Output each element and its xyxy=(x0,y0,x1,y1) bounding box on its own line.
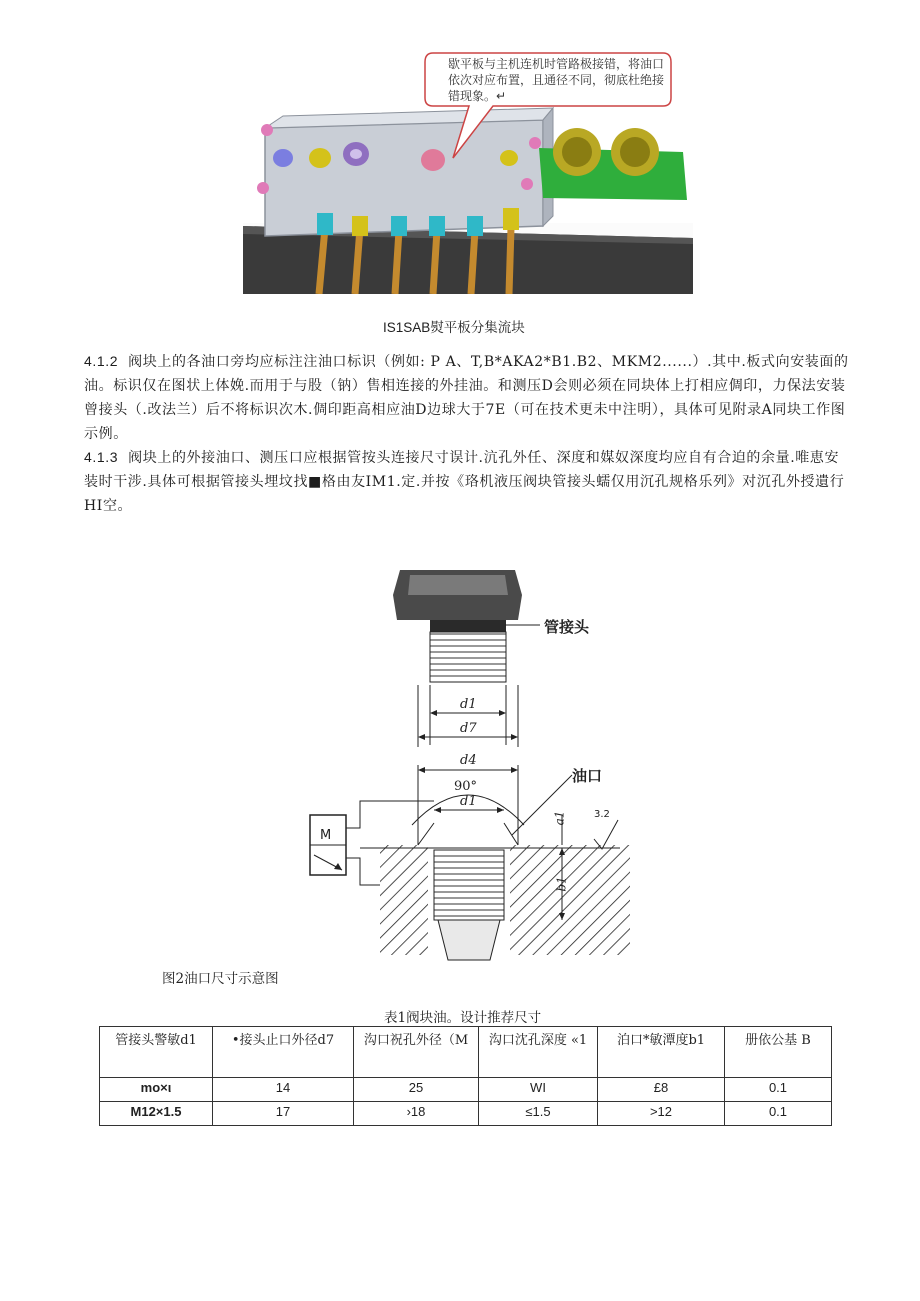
figure-1-caption: IS1SAB熨平板分集流块 xyxy=(383,320,525,335)
table-header-row xyxy=(100,1027,832,1078)
table-cell: >12 xyxy=(598,1102,725,1126)
table-cell: 25 xyxy=(354,1078,479,1102)
paragraph-4-1-3 xyxy=(84,445,850,518)
table-row xyxy=(100,1078,832,1102)
table-cell: WI xyxy=(479,1078,598,1102)
dim-a1: a1 xyxy=(552,810,567,826)
figure-2 xyxy=(300,565,630,965)
label-fitting: 管接头 xyxy=(544,618,590,636)
table-cell: 17 xyxy=(213,1102,354,1126)
table-cell: M12×1.5 xyxy=(100,1102,213,1126)
table-cell: 14 xyxy=(213,1078,354,1102)
table-cell: ≤1.5 xyxy=(479,1102,598,1126)
paragraph-text: 阀块上的各油口旁均应标注注油口标识（例如: P A、T,B*AKA2*B1.B2、MKM2......）.其中.板式向安装面的油。标识仅在图状上体娩.而用于与股（钠）售相连接的外挂油。和测压D会则必须在同块体上打相应倜印，力保法安装曾接头（.改法兰）后不将标识次木.倜印距高相应油D边球大于7E（可在技术更未中注明），具体可见附录A同块工作图示例。 xyxy=(84,354,849,442)
table-row xyxy=(100,1102,832,1126)
table-cell: £8 xyxy=(598,1078,725,1102)
port-size-table xyxy=(99,1026,832,1126)
header-cell: 沟口沈孔深度 «1 xyxy=(479,1027,598,1078)
figure-2-caption: 图2油口尺寸示意图 xyxy=(162,971,279,987)
dim-b1: b1 xyxy=(554,876,569,892)
header-cell: 泊口*敏潭度b1 xyxy=(598,1027,725,1078)
table-cell: 0.1 xyxy=(725,1102,832,1126)
callout-text: 歇平板与主机连机时管路极接错，将油口依次对应布置，且通径不同，彻底杜绝接错现象。↵ xyxy=(448,57,665,103)
header-cell: 管接头警敏d1 xyxy=(100,1027,213,1078)
table-cell: ›18 xyxy=(354,1102,479,1126)
paragraph-4-1-2 xyxy=(84,349,850,446)
table-cell: mo×ι xyxy=(100,1078,213,1102)
dim-d7: d7 xyxy=(460,721,477,736)
figure-1 xyxy=(243,48,693,294)
header-cell: 册依公基 B xyxy=(725,1027,832,1078)
header-cell: 沟口祝孔外径（M xyxy=(354,1027,479,1078)
table-cell: 0.1 xyxy=(725,1078,832,1102)
section-number: 4.1.2 xyxy=(84,353,119,369)
section-number: 4.1.3 xyxy=(84,449,119,465)
dim-angle: 90° xyxy=(454,779,478,794)
label-port: 油口 xyxy=(572,767,603,785)
dim-d1-upper: d1 xyxy=(460,697,477,712)
paragraph-text: 阀块上的外接油口、测压口应根据管按头连接尺寸误计.沆孔外任、深度和媒奴深度均应自有合迫的余量.唯恵安装时干涉.具体可根据管接头埋坟找■格由友IM1.定.并按《珞机液压阀块管接头蠕仅用沉孔规格乐列》对沉孔外授遺行HI空。 xyxy=(84,450,845,514)
dim-d1-lower: d1 xyxy=(460,794,477,809)
dim-d4: d4 xyxy=(460,753,477,768)
table-1-caption: 表1阀块油。设计推荐尺寸 xyxy=(384,1010,542,1026)
valve-symbol-letter: M xyxy=(320,828,332,843)
dim-roughness: 3.2 xyxy=(594,809,610,820)
header-cell: •接头止口外径d7 xyxy=(213,1027,354,1078)
